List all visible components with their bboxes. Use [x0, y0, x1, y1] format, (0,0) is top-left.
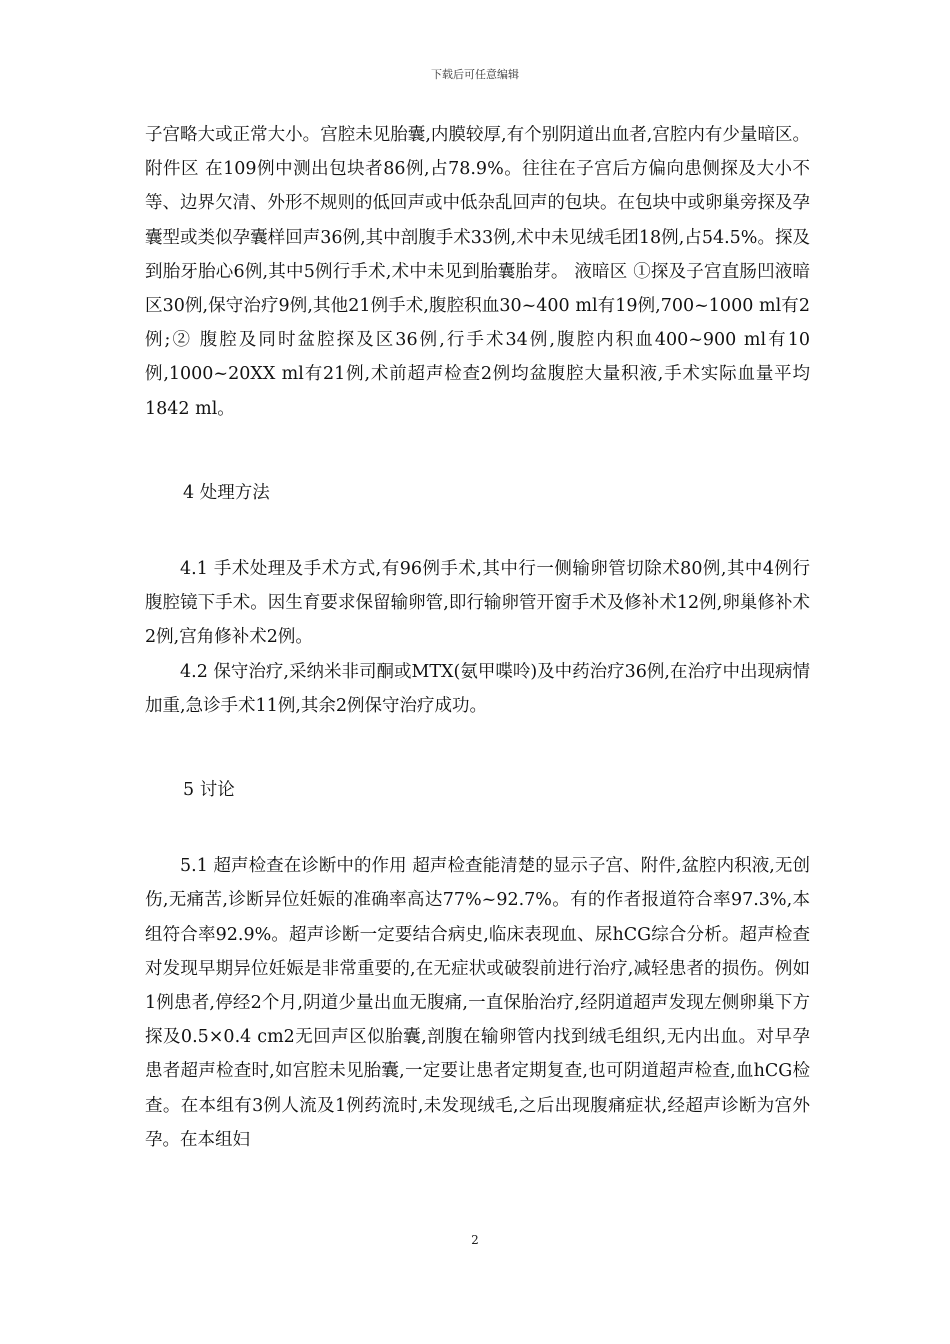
section-spacer — [145, 510, 810, 552]
document-body — [145, 118, 810, 1157]
section-spacer — [145, 426, 810, 476]
paragraph-ultrasound-role: 5.1 超声检查在诊断中的作用 超声检查能清楚的显示子宫、附件,盆腔内积液,无创伤,无痛苦,诊断异位妊娠的准确率高达77%~92.7%。有的作者报道符合率97.3%,本组符合率92.9%。超声诊断一定要结合病史,临床表现血、尿hCG综合分析。超声检查对发现早期异位妊娠是非常重要的,在无症状或破裂前进行治疗,减轻患者的损伤。例如1例患者,停经2个月,阴道少量出血无腹痛,一直保胎治疗,经阴道超声发现左侧卵巢下方探及0.5×0.4 cm2无回声区似胎囊,剖腹在输卵管内找到绒毛组织,无内出血。对早孕患者超声检查时,如宫腔未见胎囊,一定要让患者定期复查,也可阴道超声检查,血hCG检查。在本组有3例人流及1例药流时,未发现绒毛,之后出现腹痛症状,经超声诊断为宫外孕。在本组妇 — [145, 856, 810, 1150]
paragraph-conservative-treatment: 4.2 保守治疗,采纳米非司酮或MTX(氨甲喋呤)及中药治疗36例,在治疗中出现病情加重,急诊手术11例,其余2例保守治疗成功。 — [145, 661, 810, 716]
section-spacer — [145, 807, 810, 849]
page-number: 2 — [471, 1233, 479, 1247]
section-heading-treatment: 4 处理方法 — [183, 482, 270, 503]
section-spacer — [145, 723, 810, 773]
page-header-note: 下载后可任意编辑 — [431, 68, 519, 81]
section-heading-discussion: 5 讨论 — [183, 780, 235, 801]
paragraph-ultrasound-findings: 子宫略大或正常大小。宫腔未见胎囊,内膜较厚,有个别阴道出血者,宫腔内有少量暗区。附件区 在109例中测出包块者86例,占78.9%。往往在子宫后方偏向患侧探及大小不等、边界欠清、外形不规则的低回声或中低杂乱回声的包块。在包块中或卵巢旁探及孕囊型或类似孕囊样回声36例,其中剖腹手术33例,术中未见绒毛团18例,占54.5%。探及到胎牙胎心6例,其中5例行手术,术中未见到胎囊胎芽。 液暗区 ①探及子宫直肠凹液暗区30例,保守治疗9例,其他21例手术,腹腔积血30~400 ml有19例,700~1000 ml有2例;② 腹腔及同时盆腔探及区36例,行手术34例,腹腔内积血400~900 ml有10例,1000~20XX ml有21例,术前超声检查2例均盆腹腔大量积液,手术实际血量平均1842 ml。 — [145, 125, 810, 419]
paragraph-surgical-treatment: 4.1 手术处理及手术方式,有96例手术,其中行一侧输卵管切除术80例,其中4例行腹腔镜下手术。因生育要求保留输卵管,即行输卵管开窗手术及修补术12例,卵巢修补术2例,宫角修补术2例。 — [145, 559, 810, 648]
